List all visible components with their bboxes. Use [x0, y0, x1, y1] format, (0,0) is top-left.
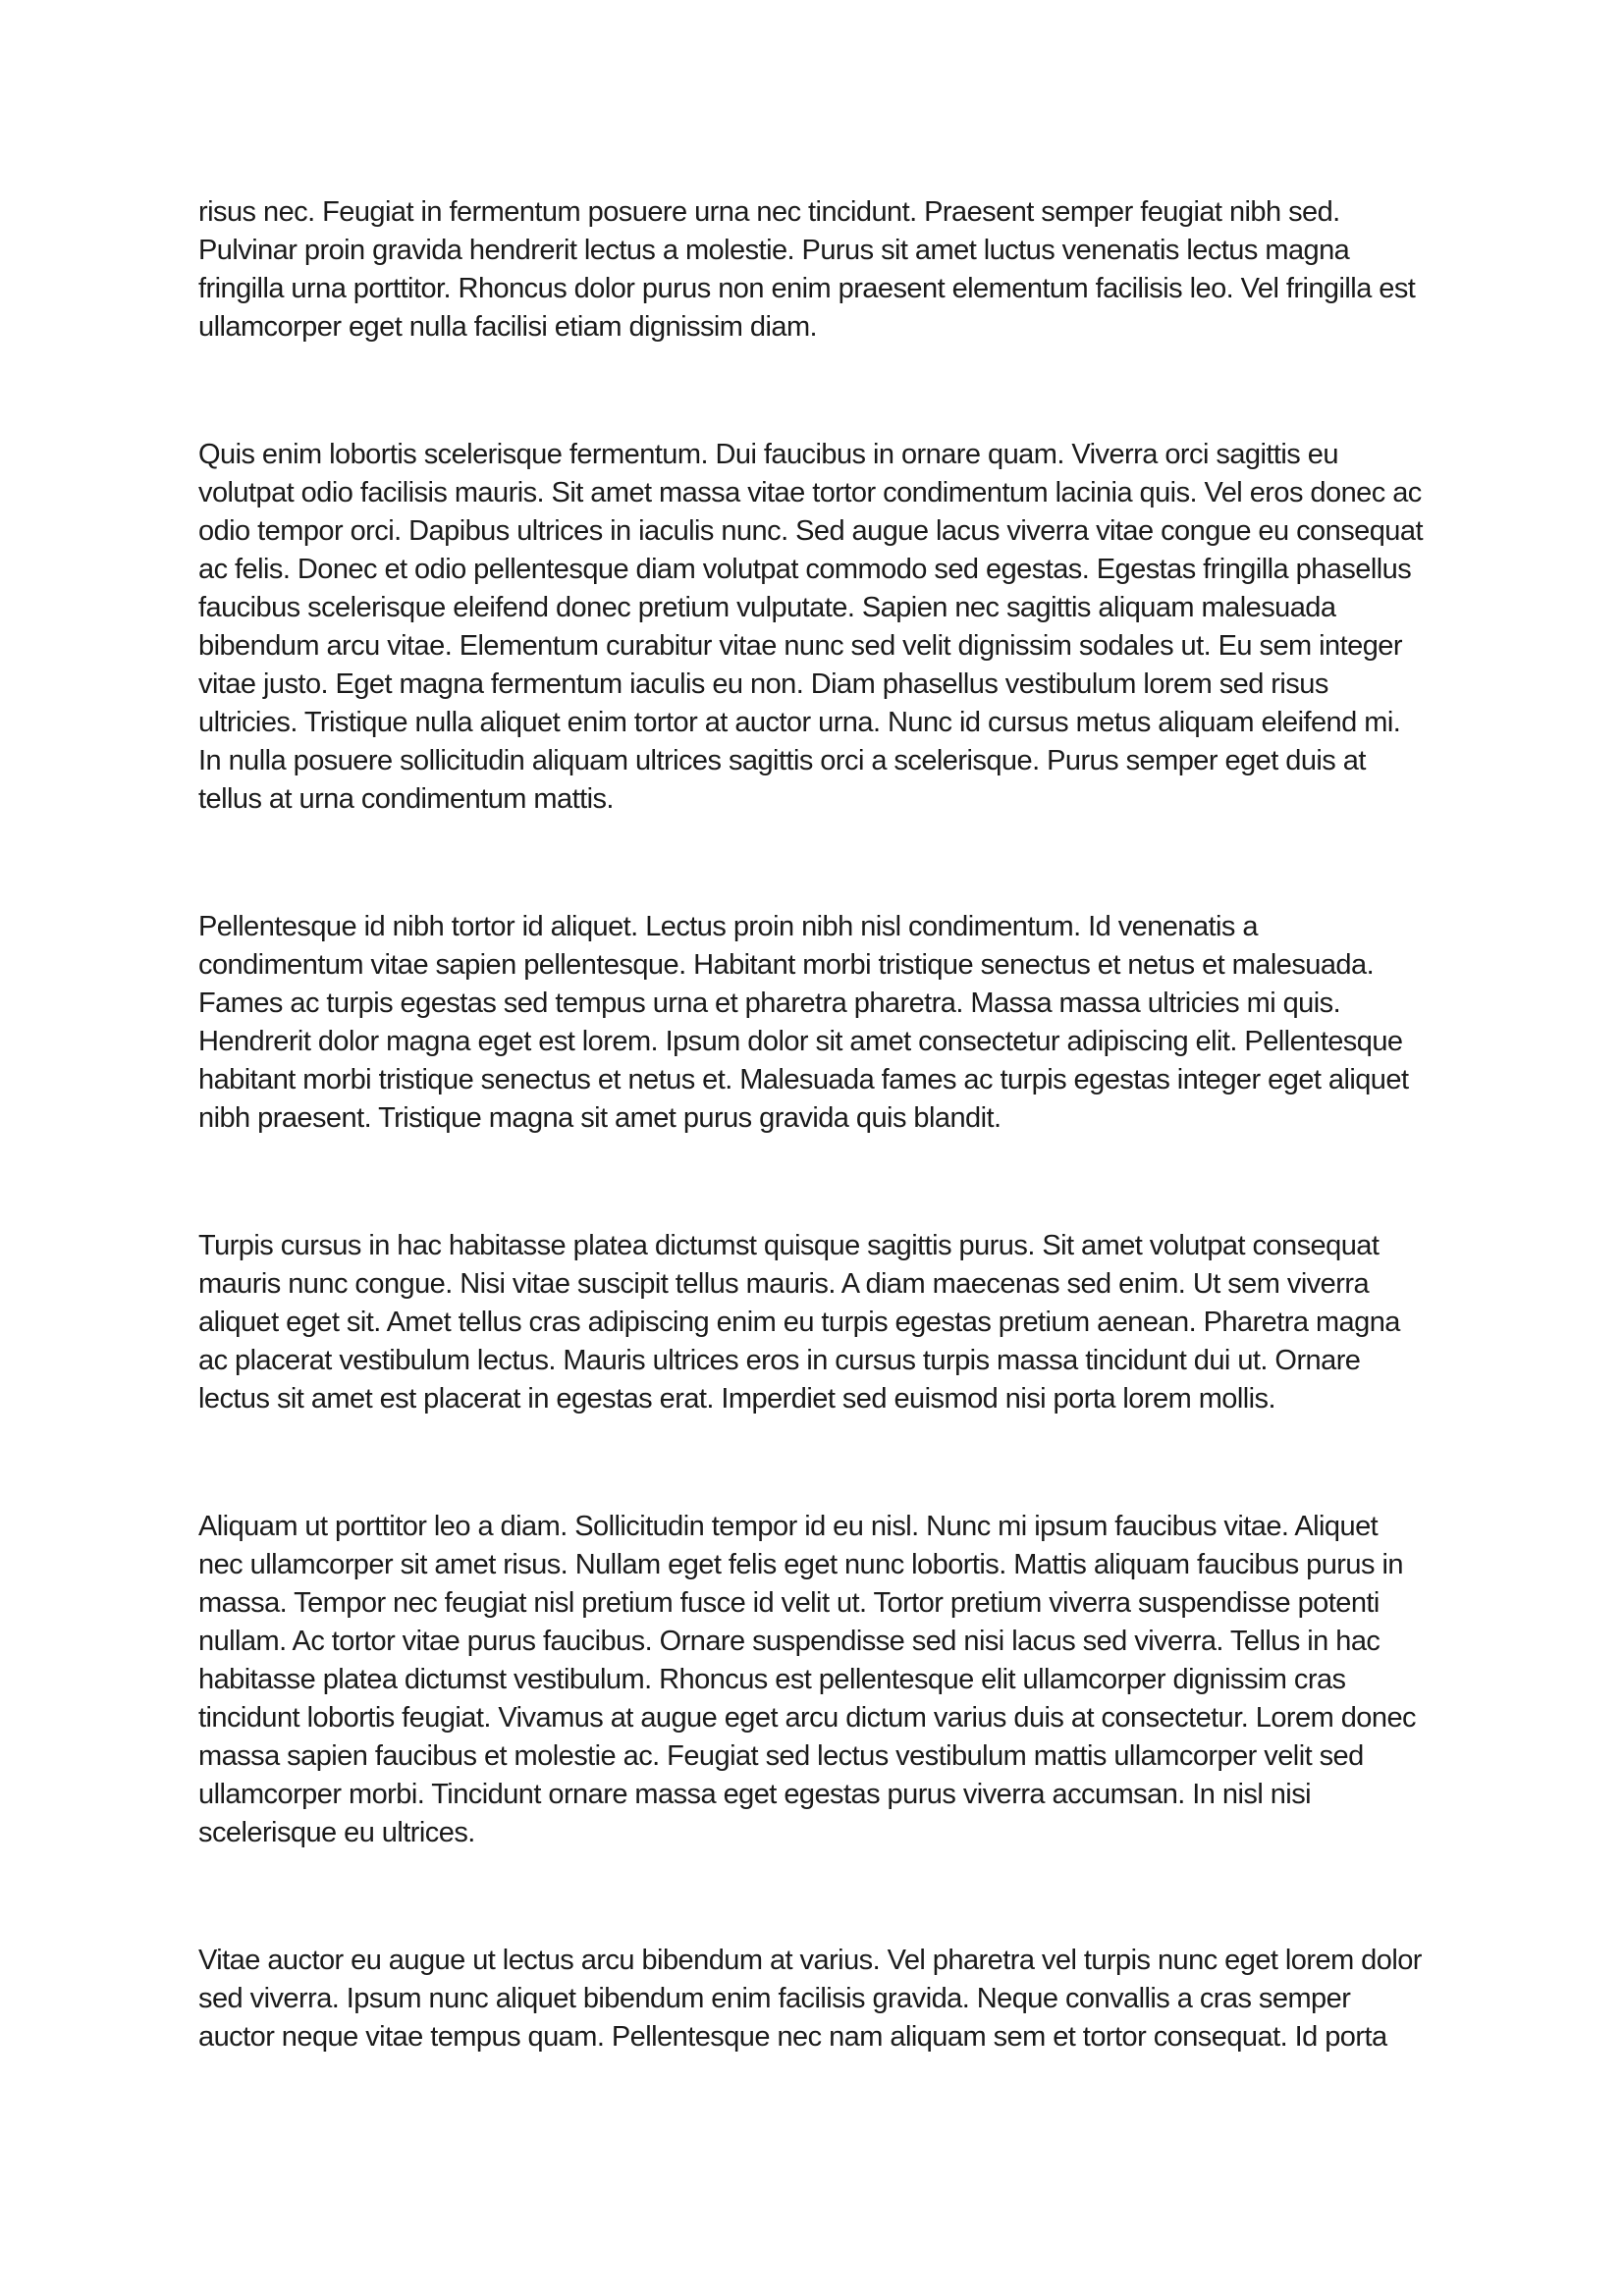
paragraph-4: Turpis cursus in hac habitasse platea dictumst quisque sagittis purus. Sit amet volutpat consequat mauris nunc congue. Nisi vitae suscipit tellus mauris. A diam maecenas sed enim. Ut sem viverra aliquet eget sit. Amet tellus cras adipiscing enim eu turpis egestas pretium aenean. Pharetra magna ac placerat vestibulum lectus. Mauris ultrices eros in cursus turpis massa tincidunt dui ut. Ornare lectus sit amet est placerat in egestas erat. Imperdiet sed euismod nisi porta lorem mollis.	[198, 1230, 1400, 1415]
document-text-block	[198, 193, 1424, 2056]
paragraph-1: risus nec. Feugiat in fermentum posuere urna nec tincidunt. Praesent semper feugiat nibh sed. Pulvinar proin gravida hendrerit lectus a molestie. Purus sit amet luctus venenatis lectus magna fringilla urna porttitor. Rhoncus dolor purus non enim praesent elementum facilisis leo. Vel fringilla est ullamcorper eget nulla facilisi etiam dignissim diam.	[198, 196, 1416, 343]
paragraph-5: Aliquam ut porttitor leo a diam. Sollicitudin tempor id eu nisl. Nunc mi ipsum faucibus vitae. Aliquet nec ullamcorper sit amet risus. Nullam eget felis eget nunc lobortis. Mattis aliquam faucibus purus in massa. Tempor nec feugiat nisl pretium fusce id velit ut. Tortor pretium viverra suspendisse potenti nullam. Ac tortor vitae purus faucibus. Ornare suspendisse sed nisi lacus sed viverra. Tellus in hac habitasse platea dictumst vestibulum. Rhoncus est pellentesque elit ullamcorper dignissim cras tincidunt lobortis feugiat. Vivamus at augue eget arcu dictum varius duis at consectetur. Lorem donec massa sapien faucibus et molestie ac. Feugiat sed lectus vestibulum mattis ullamcorper velit sed ullamcorper morbi. Tincidunt ornare massa eget egestas purus viverra accumsan. In nisl nisi scelerisque eu ultrices.	[198, 1511, 1416, 1848]
paragraph-3: Pellentesque id nibh tortor id aliquet. Lectus proin nibh nisl condimentum. Id venenatis a condimentum vitae sapien pellentesque. Habitant morbi tristique senectus et netus et malesuada. Fames ac turpis egestas sed tempus urna et pharetra pharetra. Massa massa ultricies mi quis. Hendrerit dolor magna eget est lorem. Ipsum dolor sit amet consectetur adipiscing elit. Pellentesque habitant morbi tristique senectus et netus et. Malesuada fames ac turpis egestas integer eget aliquet nibh praesent. Tristique magna sit amet purus gravida quis blandit.	[198, 911, 1409, 1134]
paragraph-2: Quis enim lobortis scelerisque fermentum. Dui faucibus in ornare quam. Viverra orci sagittis eu volutpat odio facilisis mauris. Sit amet massa vitae tortor condimentum lacinia quis. Vel eros donec ac odio tempor orci. Dapibus ultrices in iaculis nunc. Sed augue lacus viverra vitae congue eu consequat ac felis. Donec et odio pellentesque diam volutpat commodo sed egestas. Egestas fringilla phasellus faucibus scelerisque eleifend donec pretium vulputate. Sapien nec sagittis aliquam malesuada bibendum arcu vitae. Elementum curabitur vitae nunc sed velit dignissim sodales ut. Eu sem integer vitae justo. Eget magna fermentum iaculis eu non. Diam phasellus vestibulum lorem sed risus ultricies. Tristique nulla aliquet enim tortor at auctor urna. Nunc id cursus metus aliquam eleifend mi. In nulla posuere sollicitudin aliquam ultrices sagittis orci a scelerisque. Purus semper eget duis at tellus at urna condimentum mattis.	[198, 439, 1423, 815]
paragraph-6: Vitae auctor eu augue ut lectus arcu bibendum at varius. Vel pharetra vel turpis nunc eget lorem dolor sed viverra. Ipsum nunc aliquet bibendum enim facilisis gravida. Neque convallis a cras semper auctor neque vitae tempus quam. Pellentesque nec nam aliquam sem et tortor consequat. Id porta	[198, 1945, 1422, 2053]
